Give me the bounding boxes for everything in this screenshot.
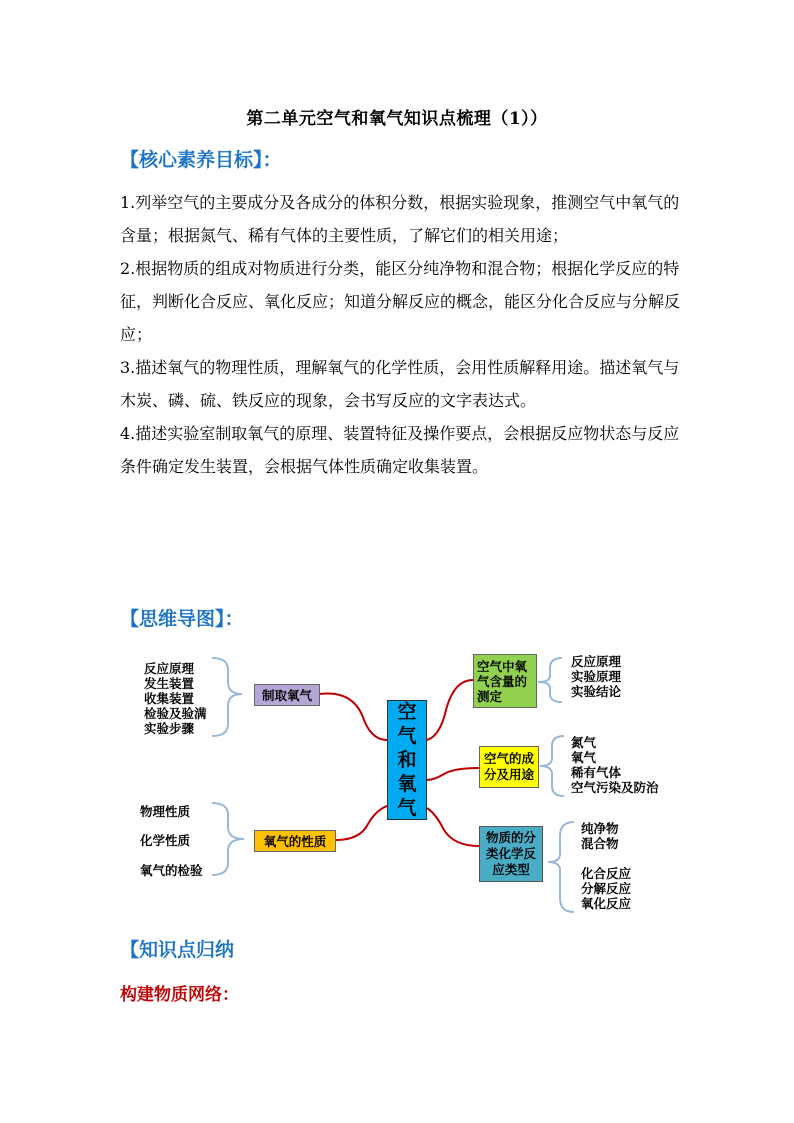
- measure-items: [571, 654, 621, 699]
- prep-item: 发生装置: [144, 676, 195, 691]
- measure-item: 实验原理: [571, 669, 622, 684]
- network-heading: 构建物质网络：: [120, 985, 239, 1005]
- goal-item-2: 2.根据物质的组成对物质进行分类，能区分纯净物和混合物；根据化学反应的特征，判断化合反应、氧化反应；知道分解反应的概念，能区分化合反应与分解反应；: [120, 259, 681, 344]
- bracket-measure: [538, 658, 562, 702]
- connector-props: [336, 806, 387, 840]
- prep-items: [144, 661, 207, 736]
- classify-item: 分解反应: [581, 881, 632, 896]
- prep-item: 实验步骤: [144, 721, 195, 736]
- connector-prep: [320, 694, 387, 740]
- page-title: 第二单元空气和氧气知识点梳理（1））: [246, 109, 548, 129]
- bracket-composition: [540, 736, 564, 796]
- classify-items-b: [581, 866, 631, 911]
- composition-item: 空气污染及防治: [571, 780, 659, 795]
- connector-composition: [427, 768, 479, 780]
- composition-item: 氮气: [571, 735, 597, 750]
- props-item: 化学性质: [140, 833, 191, 848]
- classify-item: 化合反应: [581, 866, 632, 881]
- props-item: 氧气的检验: [140, 863, 203, 878]
- classify-items-a: [581, 821, 619, 851]
- classify-item: 混合物: [581, 836, 619, 851]
- prep-item: 反应原理: [144, 661, 195, 676]
- node-center: [387, 700, 427, 820]
- prep-item: 收集装置: [144, 691, 195, 706]
- bracket-classify: [548, 822, 574, 912]
- mindmap-heading: 【思维导图】：: [120, 608, 244, 630]
- node-measure: 空气中氧气含量的测定: [473, 654, 537, 708]
- knowledge-heading: 【知识点归纳: [120, 939, 235, 961]
- node-prep: 制取氧气: [254, 684, 320, 706]
- composition-item: 稀有气体: [571, 765, 622, 780]
- center-label: 空气和氧气: [397, 701, 417, 819]
- core-goals-heading: 【核心素养目标】：: [120, 149, 282, 171]
- goal-item-3: 3.描述氧气的物理性质，理解氧气的化学性质，会用性质解释用途。描述氧气与木炭、磷、硫、铁反应的现象，会书写反应的文字表达式。: [120, 358, 680, 410]
- node-props: 氧气的性质: [254, 830, 336, 852]
- mind-map: [124, 640, 684, 930]
- goal-item-1: 1.列举空气的主要成分及各成分的体积分数，根据实验现象，推测空气中氧气的含量；根据氮气、稀有气体的主要性质，了解它们的相关用途；: [120, 193, 680, 245]
- prep-item: 检验及验满: [144, 706, 207, 721]
- node-classify: 物质的分类化学反应类型: [479, 826, 543, 882]
- composition-items: [571, 735, 659, 795]
- props-item: 物理性质: [140, 804, 191, 819]
- goal-item-4: 4.描述实验室制取氧气的原理、装置特征及操作要点，会根据反应物状态与反应条件确定发生装置，会根据气体性质确定收集装置。: [120, 424, 680, 476]
- goals-list: [120, 186, 680, 483]
- connector-classify: [427, 808, 479, 846]
- measure-item: 反应原理: [571, 654, 622, 669]
- classify-item: 氧化反应: [581, 896, 632, 911]
- bracket-props: [212, 803, 244, 875]
- composition-item: 氧气: [571, 750, 597, 765]
- classify-item: 纯净物: [581, 821, 619, 836]
- connector-measure: [427, 680, 473, 740]
- node-composition: 空气的成分及用途: [479, 746, 539, 788]
- bracket-prep: [212, 658, 242, 736]
- measure-item: 实验结论: [571, 684, 622, 699]
